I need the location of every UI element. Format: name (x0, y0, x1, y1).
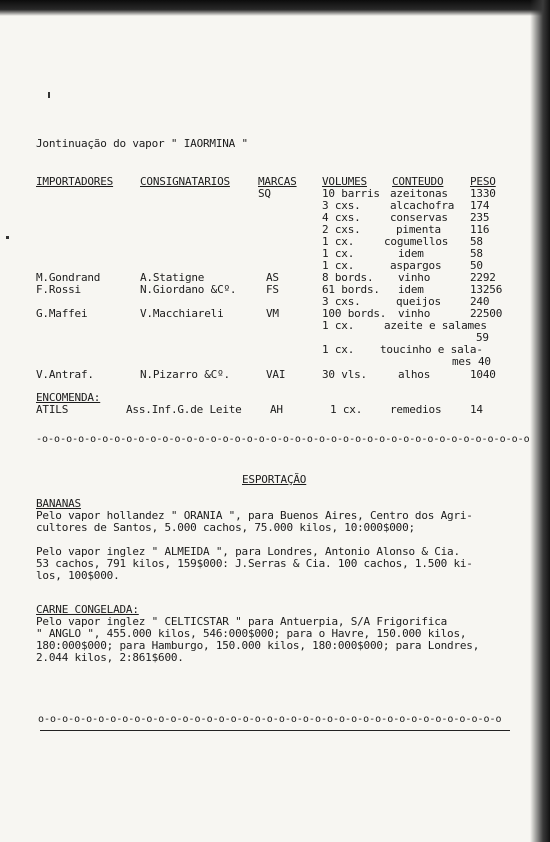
cell-mark: VM (266, 307, 279, 320)
cell-contents: conservas (390, 211, 448, 224)
cell-contents: alcachofra (390, 199, 455, 212)
cell-weight: 1040 (470, 368, 496, 381)
cell-weight: 1330 (470, 187, 496, 200)
col-consignees: CONSIGNATARIOS (140, 175, 230, 188)
bananas-text-line: cultores de Santos, 5.000 cachos, 75.000 kilos, 10:000$000; (36, 521, 415, 534)
bananas-text-line: 53 cachos, 791 kilos, 159$000: J.Serras & Cia. 100 cachos, 1.500 ki- (36, 557, 473, 570)
cell-consignee: V.Macchiareli (140, 307, 224, 320)
carne-text-line: 180:000$000; para Hamburgo, 150.000 kilos, 180:000$000; para Londres, (36, 639, 480, 652)
col-marks: MARCAS (258, 175, 297, 188)
carne-text-line: " ANGLO ", 455.000 kilos, 546:000$000; para o Havre, 150.000 kilos, (36, 627, 467, 640)
cell-volume: 1 cx. (322, 235, 355, 248)
cell-volume: 3 cxs. (322, 199, 361, 212)
carne-text-line: Pelo vapor inglez " CELTICSTAR " para Antuerpia, S/A Frigorifica (36, 615, 448, 628)
dotted-separator: -o-o-o-o-o-o-o-o-o-o-o-o-o-o-o-o-o-o-o-o-o-o-o-o-o-o-o-o-o-o-o-o-o-o-o-o-o-o-o-o-o (36, 434, 530, 445)
cell-contents: alhos (398, 368, 431, 381)
footer-rule (40, 730, 510, 731)
scan-top-edge (0, 0, 550, 16)
cell-weight: 235 (470, 211, 490, 224)
carne-title: CARNE CONGELADA: (36, 603, 139, 616)
cell-mark: AS (266, 271, 279, 284)
cell-weight: 13256 (470, 283, 503, 296)
cell-volume: 1 cx. (330, 403, 363, 416)
cell-volume: 8 bords. (322, 271, 374, 284)
cell-consignee: N.Pizarro &Cº. (140, 368, 230, 381)
cell-weight: 50 (470, 259, 483, 272)
cell-weight: 58 (470, 235, 483, 248)
cell-volume: 1 cx. (322, 247, 355, 260)
cell-volume: 1 cx. (322, 343, 355, 356)
cell-contents: azeitonas (390, 187, 448, 200)
cell-contents: queijos (396, 295, 441, 308)
scan-mark (48, 92, 50, 98)
page-heading: Jontinuação do vapor " IAORMINA " (36, 137, 248, 150)
cell-contents: idem (398, 247, 424, 260)
scan-right-edge (530, 0, 550, 842)
cell-volume: 3 cxs. (322, 295, 361, 308)
cell-mark: VAI (266, 368, 286, 381)
cell-mark: FS (266, 283, 279, 296)
scan-mark (6, 236, 9, 239)
cell-volume: 10 barris (322, 187, 380, 200)
cell-volume: 4 cxs. (322, 211, 361, 224)
bananas-text-line: Pelo vapor hollandez " ORANIA ", para Buenos Aires, Centro dos Agri- (36, 509, 473, 522)
footer-dotted-separator: o-o-o-o-o-o-o-o-o-o-o-o-o-o-o-o-o-o-o-o-o-o-o-o-o-o-o-o-o-o-o-o-o-o-o-o-o-o-o (38, 714, 502, 725)
cell-contents: vinho (398, 307, 431, 320)
cell-contents: vinho (398, 271, 431, 284)
cell-weight: 40 (478, 355, 491, 368)
bananas-text-line: los, 100$000. (36, 569, 120, 582)
cell-contents: aspargos (390, 259, 442, 272)
cell-weight: 174 (470, 199, 490, 212)
cell-volume: 30 vls. (322, 368, 367, 381)
cell-weight: 22500 (470, 307, 503, 320)
cell-weight: 59 (476, 331, 489, 344)
cell-importer: G.Maffei (36, 307, 88, 320)
cell-consignee: A.Statigne (140, 271, 205, 284)
cell-contents: cogumellos (384, 235, 449, 248)
cell-weight: 116 (470, 223, 490, 236)
cell-volume: 100 bords. (322, 307, 387, 320)
cell-volume: 61 bords. (322, 283, 380, 296)
cell-contents: idem (398, 283, 424, 296)
bananas-title: BANANAS (36, 497, 81, 510)
cell-weight: 14 (470, 403, 483, 416)
cell-contents: pimenta (396, 223, 441, 236)
cell-volume: 2 cxs. (322, 223, 361, 236)
col-weight: PESO (470, 175, 496, 188)
cell-consignee: Ass.Inf.G.de Leite (126, 403, 242, 416)
cell-mark: AH (270, 403, 283, 416)
cell-weight: 2292 (470, 271, 496, 284)
col-volumes: VOLUMES (322, 175, 367, 188)
col-importers: IMPORTADORES (36, 175, 114, 188)
cell-contents: toucinho e sala- (380, 343, 483, 356)
export-title: ESPORTAÇÃO (242, 473, 307, 486)
cell-importer: M.Gondrand (36, 271, 101, 284)
cell-volume: 1 cx. (322, 259, 355, 272)
cell-weight: 240 (470, 295, 490, 308)
cell-importer: ATILS (36, 403, 69, 416)
col-contents: CONTEUDO (392, 175, 444, 188)
cell-contents: azeite e salames (384, 319, 487, 332)
cell-weight: 58 (470, 247, 483, 260)
cell-importer: V.Antraf. (36, 368, 94, 381)
col-marks-sub: SQ (258, 187, 271, 200)
cell-consignee: N.Giordano &Cº. (140, 283, 237, 296)
encomenda-title: ENCOMENDA: (36, 391, 101, 404)
cell-importer: F.Rossi (36, 283, 81, 296)
cell-contents: mes (452, 355, 472, 368)
cell-volume: 1 cx. (322, 319, 355, 332)
cell-contents: remedios (390, 403, 442, 416)
carne-text-line: 2.044 kilos, 2:861$600. (36, 651, 184, 664)
bananas-text-line: Pelo vapor inglez " ALMEIDA ", para Londres, Antonio Alonso & Cia. (36, 545, 460, 558)
